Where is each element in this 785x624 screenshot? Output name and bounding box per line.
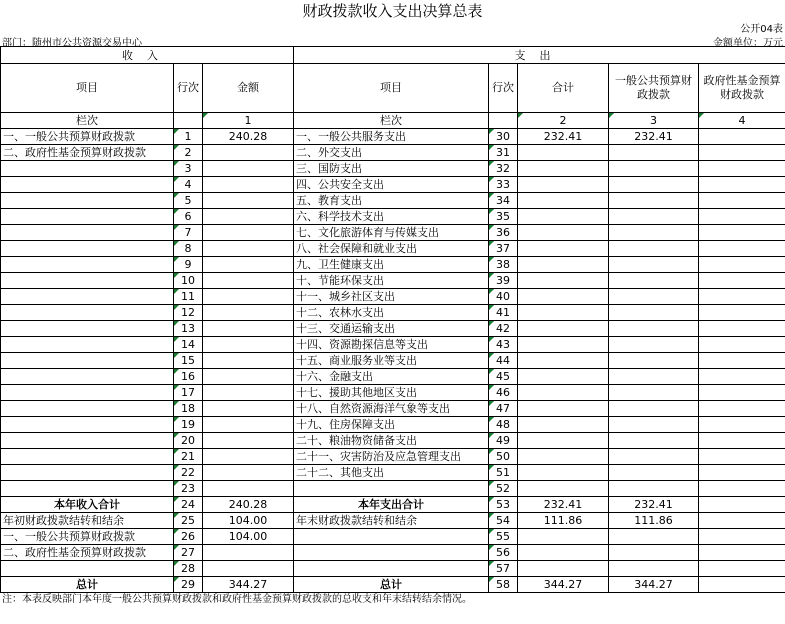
expense-gov-fund-cell [699, 353, 785, 369]
income-amount-header: 金额 [203, 64, 294, 113]
income-amount-cell [203, 321, 294, 337]
table-row [1, 497, 785, 513]
expense-line-cell: 53 [489, 497, 518, 513]
expense-line-cell: 52 [489, 481, 518, 497]
expense-gov-fund-cell [699, 417, 785, 433]
income-item-cell: 一、一般公共预算财政拨款 [1, 529, 174, 545]
expense-total-cell [518, 145, 609, 161]
expense-line-cell: 56 [489, 545, 518, 561]
income-line-cell: 3 [174, 161, 203, 177]
income-amount-cell: 344.27 [203, 577, 294, 593]
expense-general-budget-cell [609, 225, 699, 241]
expense-total-cell [518, 225, 609, 241]
income-line-cell: 21 [174, 449, 203, 465]
expense-general-budget-cell [609, 337, 699, 353]
expense-line-cell: 42 [489, 321, 518, 337]
income-line-cell: 23 [174, 481, 203, 497]
income-item-cell [1, 305, 174, 321]
income-amount-cell [203, 433, 294, 449]
expense-gov-fund-cell [699, 337, 785, 353]
income-item-cell [1, 481, 174, 497]
income-amount-cell [203, 465, 294, 481]
income-item-cell [1, 449, 174, 465]
expense-total-cell: 344.27 [518, 577, 609, 593]
expense-total-cell [518, 449, 609, 465]
expense-line-cell: 34 [489, 193, 518, 209]
expense-total-cell [518, 417, 609, 433]
expense-gov-fund-cell [699, 289, 785, 305]
income-line-cell: 18 [174, 401, 203, 417]
expense-item-cell [294, 529, 489, 545]
income-amount-cell [203, 273, 294, 289]
expense-line-cell: 44 [489, 353, 518, 369]
expense-line-cell: 45 [489, 369, 518, 385]
income-line-cell: 15 [174, 353, 203, 369]
expense-total-cell [518, 321, 609, 337]
income-item-cell [1, 321, 174, 337]
table-row [1, 305, 785, 321]
expense-gov-fund-cell [699, 481, 785, 497]
expense-total-cell [518, 353, 609, 369]
income-item-cell: 年初财政拨款结转和结余 [1, 513, 174, 529]
table-row [1, 545, 785, 561]
table-row [1, 289, 785, 305]
income-amount-cell [203, 337, 294, 353]
expense-line-cell: 30 [489, 129, 518, 145]
table-row [1, 145, 785, 161]
income-item-cell: 一、一般公共预算财政拨款 [1, 129, 174, 145]
income-line-cell: 2 [174, 145, 203, 161]
expense-gov-fund-cell [699, 209, 785, 225]
unit-label: 金额单位：万元 [713, 38, 783, 49]
expense-column-label-line [489, 113, 518, 129]
expense-line-header: 行次 [489, 64, 518, 113]
expense-item-cell: 十三、交通运输支出 [294, 321, 489, 337]
income-amount-cell [203, 561, 294, 577]
expense-item-cell: 四、公共安全支出 [294, 177, 489, 193]
expense-gov-fund-cell [699, 401, 785, 417]
expense-gov-fund-cell [699, 529, 785, 545]
expense-general-budget-cell [609, 401, 699, 417]
expense-gov-fund-cell [699, 513, 785, 529]
expense-item-cell: 二十、粮油物资储备支出 [294, 433, 489, 449]
expense-line-cell: 46 [489, 385, 518, 401]
table-row [1, 241, 785, 257]
expense-section-header: 支出 [294, 47, 785, 64]
expense-general-budget-cell [609, 433, 699, 449]
expense-total-cell [518, 401, 609, 417]
income-item-cell [1, 209, 174, 225]
income-amount-cell [203, 385, 294, 401]
expense-item-cell: 十五、商业服务业等支出 [294, 353, 489, 369]
expense-gov-fund-cell [699, 161, 785, 177]
income-item-cell: 二、政府性基金预算财政拨款 [1, 145, 174, 161]
income-item-cell [1, 353, 174, 369]
income-item-cell [1, 273, 174, 289]
expense-total-cell [518, 289, 609, 305]
expense-line-cell: 41 [489, 305, 518, 321]
expense-line-cell: 54 [489, 513, 518, 529]
table-row [1, 193, 785, 209]
table-row [1, 369, 785, 385]
expense-general-budget-cell: 232.41 [609, 129, 699, 145]
expense-total-header: 合计 [518, 64, 609, 113]
income-line-cell: 13 [174, 321, 203, 337]
table-row [1, 273, 785, 289]
income-line-cell: 17 [174, 385, 203, 401]
expense-general-budget-cell [609, 161, 699, 177]
expense-total-cell [518, 305, 609, 321]
expense-total-cell: 232.41 [518, 129, 609, 145]
income-item-cell [1, 385, 174, 401]
expense-item-cell: 九、卫生健康支出 [294, 257, 489, 273]
expense-total-cell [518, 433, 609, 449]
expense-gov-fund-cell [699, 177, 785, 193]
expense-total-cell [518, 193, 609, 209]
expense-total-cell [518, 369, 609, 385]
income-line-cell: 16 [174, 369, 203, 385]
income-line-cell: 24 [174, 497, 203, 513]
expense-total-cell: 232.41 [518, 497, 609, 513]
expense-item-cell: 本年支出合计 [294, 497, 489, 513]
income-line-cell: 27 [174, 545, 203, 561]
expense-gov-fund-cell [699, 561, 785, 577]
income-amount-cell [203, 449, 294, 465]
table-row [1, 337, 785, 353]
income-amount-cell [203, 289, 294, 305]
table-row [1, 465, 785, 481]
general-budget-header: 一般公共预算财政拨款 [609, 64, 699, 113]
income-item-cell: 本年收入合计 [1, 497, 174, 513]
column-label: 栏次 [1, 113, 174, 129]
table-row [1, 449, 785, 465]
expense-item-cell: 十二、农林水支出 [294, 305, 489, 321]
expense-gov-fund-cell [699, 257, 785, 273]
expense-column-label: 栏次 [294, 113, 489, 129]
income-line-cell: 22 [174, 465, 203, 481]
form-code: 公开04表 [740, 24, 783, 35]
expense-total-cell [518, 561, 609, 577]
expense-gov-fund-cell [699, 449, 785, 465]
income-line-cell: 12 [174, 305, 203, 321]
income-line-cell: 14 [174, 337, 203, 353]
income-amount-cell: 240.28 [203, 129, 294, 145]
table-row [1, 385, 785, 401]
expense-line-cell: 40 [489, 289, 518, 305]
expense-item-cell [294, 481, 489, 497]
income-line-cell: 11 [174, 289, 203, 305]
income-amount-cell [203, 177, 294, 193]
expense-total-cell [518, 209, 609, 225]
table-row [1, 529, 785, 545]
expense-gov-fund-cell [699, 145, 785, 161]
report-title: 财政拨款收入支出决算总表 [302, 2, 483, 20]
expense-general-budget-cell [609, 369, 699, 385]
income-line-cell: 7 [174, 225, 203, 241]
expense-total-cell [518, 337, 609, 353]
expense-general-budget-cell [609, 481, 699, 497]
table-row [1, 561, 785, 577]
expense-item-cell: 十六、金融支出 [294, 369, 489, 385]
expense-line-cell: 35 [489, 209, 518, 225]
expense-gov-fund-cell [699, 497, 785, 513]
expense-total-cell [518, 385, 609, 401]
table-row [1, 257, 785, 273]
income-amount-cell [203, 305, 294, 321]
expense-item-cell [294, 545, 489, 561]
income-item-cell [1, 561, 174, 577]
table-row [1, 513, 785, 529]
department-label: 部门：随州市公共资源交易中心 [2, 38, 142, 49]
income-line-cell: 5 [174, 193, 203, 209]
column-number-1: 1 [203, 113, 294, 129]
income-amount-cell [203, 417, 294, 433]
expense-item-cell: 七、文化旅游体育与传媒支出 [294, 225, 489, 241]
expense-line-cell: 38 [489, 257, 518, 273]
income-line-cell: 29 [174, 577, 203, 593]
table-row [1, 161, 785, 177]
income-amount-cell [203, 401, 294, 417]
expense-line-cell: 33 [489, 177, 518, 193]
expense-item-cell: 二、外交支出 [294, 145, 489, 161]
expense-total-cell [518, 161, 609, 177]
expense-line-cell: 48 [489, 417, 518, 433]
expense-item-cell [294, 561, 489, 577]
table-row [1, 401, 785, 417]
expense-line-cell: 36 [489, 225, 518, 241]
expense-total-cell [518, 273, 609, 289]
table-row [1, 225, 785, 241]
income-item-cell [1, 161, 174, 177]
income-item-cell [1, 225, 174, 241]
expense-gov-fund-cell [699, 193, 785, 209]
table-row [1, 321, 785, 337]
expense-general-budget-cell: 344.27 [609, 577, 699, 593]
income-item-cell [1, 241, 174, 257]
expense-line-cell: 51 [489, 465, 518, 481]
expense-gov-fund-cell [699, 241, 785, 257]
expense-general-budget-cell [609, 193, 699, 209]
income-item-cell [1, 337, 174, 353]
expense-general-budget-cell [609, 305, 699, 321]
expense-general-budget-cell [609, 545, 699, 561]
income-line-cell: 1 [174, 129, 203, 145]
income-amount-cell: 104.00 [203, 529, 294, 545]
expense-line-cell: 31 [489, 145, 518, 161]
table-row [1, 577, 785, 593]
income-amount-cell [203, 241, 294, 257]
expense-item-cell: 八、社会保障和就业支出 [294, 241, 489, 257]
expense-item-cell: 十八、自然资源海洋气象等支出 [294, 401, 489, 417]
income-line-cell: 8 [174, 241, 203, 257]
expense-general-budget-cell [609, 209, 699, 225]
fiscal-summary-table [0, 46, 785, 593]
expense-item-cell: 十四、资源勘探信息等支出 [294, 337, 489, 353]
income-line-cell: 26 [174, 529, 203, 545]
income-line-cell: 20 [174, 433, 203, 449]
income-amount-cell [203, 145, 294, 161]
expense-item-cell: 十七、援助其他地区支出 [294, 385, 489, 401]
expense-total-cell [518, 177, 609, 193]
expense-general-budget-cell [609, 417, 699, 433]
expense-gov-fund-cell [699, 545, 785, 561]
income-line-cell: 10 [174, 273, 203, 289]
income-item-cell [1, 401, 174, 417]
expense-line-cell: 39 [489, 273, 518, 289]
expense-general-budget-cell [609, 321, 699, 337]
expense-item-cell: 六、科学技术支出 [294, 209, 489, 225]
expense-line-cell: 49 [489, 433, 518, 449]
expense-item-header: 项目 [294, 64, 489, 113]
income-line-header: 行次 [174, 64, 203, 113]
income-line-cell: 4 [174, 177, 203, 193]
income-amount-cell [203, 161, 294, 177]
expense-general-budget-cell [609, 177, 699, 193]
expense-general-budget-cell: 232.41 [609, 497, 699, 513]
table-row [1, 433, 785, 449]
expense-gov-fund-cell [699, 305, 785, 321]
income-item-cell [1, 289, 174, 305]
income-amount-cell: 104.00 [203, 513, 294, 529]
expense-line-cell: 57 [489, 561, 518, 577]
income-item-cell [1, 177, 174, 193]
expense-gov-fund-cell [699, 225, 785, 241]
expense-gov-fund-cell [699, 465, 785, 481]
income-item-cell: 总计 [1, 577, 174, 593]
expense-gov-fund-cell [699, 369, 785, 385]
expense-general-budget-cell [609, 561, 699, 577]
footnote: 注：本表反映部门本年度一般公共预算财政拨款和政府性基金预算财政拨款的总收支和年末结转结余情况。 [2, 594, 472, 605]
expense-total-cell: 111.86 [518, 513, 609, 529]
income-amount-cell: 240.28 [203, 497, 294, 513]
column-number-3: 3 [609, 113, 699, 129]
gov-fund-header: 政府性基金预算财政拨款 [699, 64, 785, 113]
income-amount-cell [203, 369, 294, 385]
table-row [1, 209, 785, 225]
expense-general-budget-cell [609, 465, 699, 481]
expense-item-cell: 十九、住房保障支出 [294, 417, 489, 433]
expense-total-cell [518, 241, 609, 257]
income-amount-cell [203, 257, 294, 273]
income-item-header: 项目 [1, 64, 174, 113]
table-row [1, 177, 785, 193]
expense-general-budget-cell [609, 289, 699, 305]
expense-general-budget-cell [609, 273, 699, 289]
expense-item-cell: 年末财政拨款结转和结余 [294, 513, 489, 529]
expense-item-cell: 总计 [294, 577, 489, 593]
expense-general-budget-cell [609, 385, 699, 401]
column-label-line [174, 113, 203, 129]
expense-item-cell: 十、节能环保支出 [294, 273, 489, 289]
income-amount-cell [203, 353, 294, 369]
expense-line-cell: 47 [489, 401, 518, 417]
column-number-2: 2 [518, 113, 609, 129]
expense-line-cell: 58 [489, 577, 518, 593]
expense-line-cell: 43 [489, 337, 518, 353]
income-amount-cell [203, 193, 294, 209]
income-line-cell: 28 [174, 561, 203, 577]
income-item-cell [1, 193, 174, 209]
expense-general-budget-cell [609, 449, 699, 465]
income-section-header: 收入 [1, 47, 294, 64]
income-amount-cell [203, 209, 294, 225]
income-item-cell [1, 465, 174, 481]
table-row [1, 417, 785, 433]
income-amount-cell [203, 225, 294, 241]
income-line-cell: 6 [174, 209, 203, 225]
expense-gov-fund-cell [699, 385, 785, 401]
table-row [1, 353, 785, 369]
table-row [1, 129, 785, 145]
expense-item-cell: 十一、城乡社区支出 [294, 289, 489, 305]
expense-general-budget-cell: 111.86 [609, 513, 699, 529]
expense-gov-fund-cell [699, 129, 785, 145]
expense-item-cell: 二十一、灾害防治及应急管理支出 [294, 449, 489, 465]
expense-line-cell: 55 [489, 529, 518, 545]
expense-general-budget-cell [609, 529, 699, 545]
expense-gov-fund-cell [699, 433, 785, 449]
expense-total-cell [518, 465, 609, 481]
income-item-cell: 二、政府性基金预算财政拨款 [1, 545, 174, 561]
expense-general-budget-cell [609, 145, 699, 161]
expense-gov-fund-cell [699, 321, 785, 337]
expense-general-budget-cell [609, 353, 699, 369]
income-amount-cell [203, 481, 294, 497]
expense-item-cell: 一、一般公共服务支出 [294, 129, 489, 145]
income-item-cell [1, 433, 174, 449]
income-line-cell: 9 [174, 257, 203, 273]
expense-gov-fund-cell [699, 273, 785, 289]
expense-item-cell: 二十二、其他支出 [294, 465, 489, 481]
income-item-cell [1, 417, 174, 433]
column-number-4: 4 [699, 113, 785, 129]
expense-total-cell [518, 481, 609, 497]
income-item-cell [1, 257, 174, 273]
expense-item-cell: 三、国防支出 [294, 161, 489, 177]
income-line-cell: 25 [174, 513, 203, 529]
expense-total-cell [518, 545, 609, 561]
income-line-cell: 19 [174, 417, 203, 433]
expense-item-cell: 五、教育支出 [294, 193, 489, 209]
expense-line-cell: 32 [489, 161, 518, 177]
expense-total-cell [518, 529, 609, 545]
expense-line-cell: 50 [489, 449, 518, 465]
income-item-cell [1, 369, 174, 385]
table-row [1, 481, 785, 497]
expense-total-cell [518, 257, 609, 273]
expense-gov-fund-cell [699, 577, 785, 593]
income-amount-cell [203, 545, 294, 561]
expense-general-budget-cell [609, 241, 699, 257]
expense-general-budget-cell [609, 257, 699, 273]
expense-line-cell: 37 [489, 241, 518, 257]
